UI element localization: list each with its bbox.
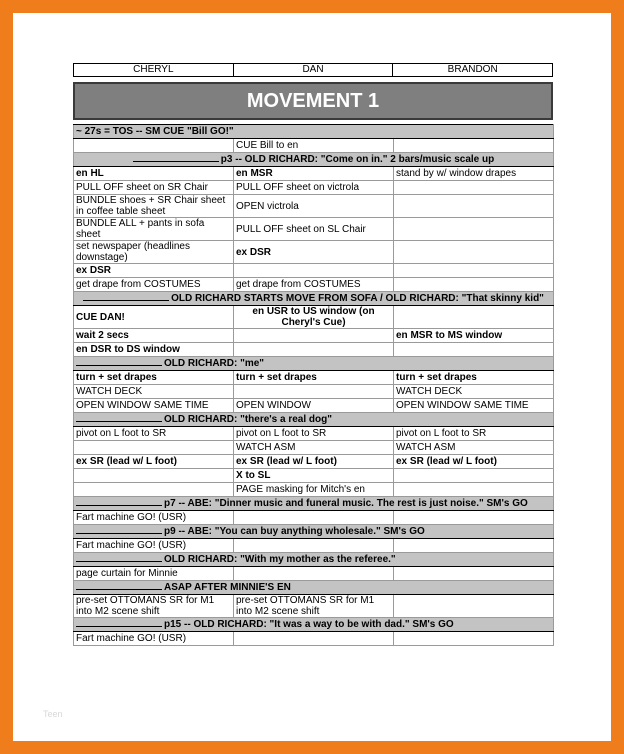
section-cue-text: OLD RICHARD: "there's a real dog" (164, 414, 332, 425)
section-cue-text: ~ 27s = TOS -- SM CUE "Bill GO!" (76, 126, 234, 137)
page-title: MOVEMENT 1 (73, 82, 553, 120)
cue-blank-line (76, 505, 162, 506)
cue-blank-line (76, 533, 162, 534)
dan-cell: ex DSR (234, 241, 394, 264)
cue-sheet (73, 63, 553, 646)
dan-cell: WATCH ASM (234, 441, 394, 455)
column-header-dan: DAN (233, 64, 393, 76)
brandon-cell (394, 469, 554, 483)
section-cue-text: p15 -- OLD RICHARD: "It was a way to be with dad." SM's GO (164, 619, 454, 630)
brandon-cell (394, 278, 554, 292)
section-cue (74, 413, 554, 427)
brandon-cell (394, 218, 554, 241)
cheryl-cell: en HL (74, 167, 234, 181)
table-row (74, 385, 554, 399)
dan-cell (234, 632, 394, 646)
brandon-cell (394, 595, 554, 618)
brandon-cell (394, 483, 554, 497)
cheryl-cell: get drape from COSTUMES (74, 278, 234, 292)
section-cue (74, 153, 554, 167)
brandon-cell: pivot on L foot to SR (394, 427, 554, 441)
dan-cell (234, 539, 394, 553)
cheryl-cell: Fart machine GO! (USR) (74, 539, 234, 553)
dan-cell: ex SR (lead w/ L foot) (234, 455, 394, 469)
brandon-cell (394, 181, 554, 195)
cheryl-cell: turn + set drapes (74, 371, 234, 385)
dan-cell (234, 264, 394, 278)
section-cue-row (74, 357, 554, 371)
brandon-cell: stand by w/ window drapes (394, 167, 554, 181)
cheryl-cell (74, 483, 234, 497)
table-row (74, 455, 554, 469)
brandon-cell (394, 195, 554, 218)
table-row (74, 539, 554, 553)
section-cue-text: p9 -- ABE: "You can buy anything wholesale." SM's GO (164, 526, 425, 537)
dan-cell: pivot on L foot to SR (234, 427, 394, 441)
dan-cell: get drape from COSTUMES (234, 278, 394, 292)
section-cue-row (74, 525, 554, 539)
section-cue-row (74, 153, 554, 167)
table-row (74, 469, 554, 483)
column-header-cheryl: CHERYL (133, 64, 174, 75)
table-row (74, 195, 554, 218)
table-row (74, 511, 554, 525)
table-row (74, 595, 554, 618)
cue-blank-line (76, 626, 162, 627)
section-cue-text: p7 -- ABE: "Dinner music and funeral music. The rest is just noise." SM's GO (164, 498, 528, 509)
cheryl-cell: Fart machine GO! (USR) (74, 632, 234, 646)
dan-cell: CUE Bill to en (234, 139, 394, 153)
section-cue (74, 125, 554, 139)
cue-blank-line (133, 161, 219, 162)
section-cue (74, 357, 554, 371)
cue-blank-line (76, 561, 162, 562)
brandon-cell: OPEN WINDOW SAME TIME (394, 399, 554, 413)
watermark: Teen (43, 709, 63, 719)
section-cue (74, 618, 554, 632)
page (13, 13, 611, 741)
table-row (74, 567, 554, 581)
section-cue-text: OLD RICHARD STARTS MOVE FROM SOFA / OLD RICHARD: "That skinny kid" (171, 293, 544, 304)
section-cue-row (74, 413, 554, 427)
brandon-cell (394, 139, 554, 153)
section-cue-row (74, 553, 554, 567)
cheryl-cell: en DSR to DS window (74, 343, 234, 357)
section-cue-row (74, 125, 554, 139)
table-row (74, 278, 554, 292)
brandon-cell: WATCH ASM (394, 441, 554, 455)
cheryl-cell (74, 139, 234, 153)
brandon-cell (394, 567, 554, 581)
table-row (74, 399, 554, 413)
column-header-brandon: BRANDON (392, 64, 552, 76)
dan-cell: OPEN victrola (234, 195, 394, 218)
table-row (74, 139, 554, 153)
section-cue (74, 553, 554, 567)
section-cue (74, 292, 554, 306)
section-cue-row (74, 497, 554, 511)
section-cue-row (74, 292, 554, 306)
dan-cell (234, 343, 394, 357)
section-cue (74, 525, 554, 539)
cheryl-cell: OPEN WINDOW SAME TIME (74, 399, 234, 413)
cue-blank-line (76, 365, 162, 366)
table-row (74, 181, 554, 195)
section-cue-row (74, 581, 554, 595)
cheryl-cell: page curtain for Minnie (74, 567, 234, 581)
table-row (74, 343, 554, 357)
table-row (74, 441, 554, 455)
dan-cell (234, 385, 394, 399)
cheryl-cell: BUNDLE shoes + SR Chair sheet in coffee table sheet (74, 195, 234, 218)
cue-table (73, 124, 554, 646)
section-cue-text: ASAP AFTER MINNIE'S EN (164, 582, 291, 593)
table-row (74, 371, 554, 385)
brandon-cell: turn + set drapes (394, 371, 554, 385)
brandon-cell (394, 539, 554, 553)
table-row (74, 483, 554, 497)
cheryl-cell: WATCH DECK (74, 385, 234, 399)
dan-cell (234, 329, 394, 343)
dan-cell: PULL OFF sheet on victrola (234, 181, 394, 195)
section-cue-text: OLD RICHARD: "me" (164, 358, 265, 369)
brandon-cell (394, 343, 554, 357)
cheryl-cell: ex SR (lead w/ L foot) (74, 455, 234, 469)
table-row (74, 632, 554, 646)
dan-cell: PULL OFF sheet on SL Chair (234, 218, 394, 241)
table-row (74, 218, 554, 241)
brandon-cell: en MSR to MS window (394, 329, 554, 343)
section-cue-row (74, 618, 554, 632)
dan-cell (234, 567, 394, 581)
brandon-cell (394, 632, 554, 646)
cheryl-cell (74, 441, 234, 455)
cheryl-cell (74, 469, 234, 483)
dan-cell: X to SL (234, 469, 394, 483)
dan-cell: turn + set drapes (234, 371, 394, 385)
brandon-cell (394, 241, 554, 264)
cue-blank-line (76, 421, 162, 422)
section-cue-text: OLD RICHARD: "With my mother as the referee." (164, 554, 396, 565)
cheryl-cell: PULL OFF sheet on SR Chair (74, 181, 234, 195)
table-row (74, 306, 554, 329)
table-row (74, 241, 554, 264)
cheryl-cell: Fart machine GO! (USR) (74, 511, 234, 525)
dan-cell: en MSR (234, 167, 394, 181)
brandon-cell (394, 264, 554, 278)
table-row (74, 264, 554, 278)
cheryl-cell: pivot on L foot to SR (74, 427, 234, 441)
section-cue (74, 497, 554, 511)
brandon-cell (394, 511, 554, 525)
dan-cell: PAGE masking for Mitch's en (234, 483, 394, 497)
cheryl-cell: set newspaper (headlines downstage) (74, 241, 234, 264)
cheryl-cell: wait 2 secs (74, 329, 234, 343)
section-cue (74, 581, 554, 595)
table-row (74, 427, 554, 441)
dan-cell (234, 511, 394, 525)
brandon-cell: ex SR (lead w/ L foot) (394, 455, 554, 469)
dan-cell: pre-set OTTOMANS SR for M1 into M2 scene shift (234, 595, 394, 618)
section-cue-text: p3 -- OLD RICHARD: "Come on in." 2 bars/music scale up (220, 154, 495, 165)
dan-cell: OPEN WINDOW (234, 399, 394, 413)
column-header-row (73, 63, 553, 77)
cue-blank-line (83, 300, 169, 301)
cheryl-cell: BUNDLE ALL + pants in sofa sheet (74, 218, 234, 241)
table-row (74, 329, 554, 343)
cue-blank-line (76, 589, 162, 590)
table-row (74, 167, 554, 181)
cheryl-cell: CUE DAN! (74, 306, 234, 329)
brandon-cell: WATCH DECK (394, 385, 554, 399)
dan-cell: en USR to US window (on Cheryl's Cue) (234, 306, 394, 329)
cheryl-cell: ex DSR (74, 264, 234, 278)
cheryl-cell: pre-set OTTOMANS SR for M1 into M2 scene shift (74, 595, 234, 618)
brandon-cell (394, 306, 554, 329)
